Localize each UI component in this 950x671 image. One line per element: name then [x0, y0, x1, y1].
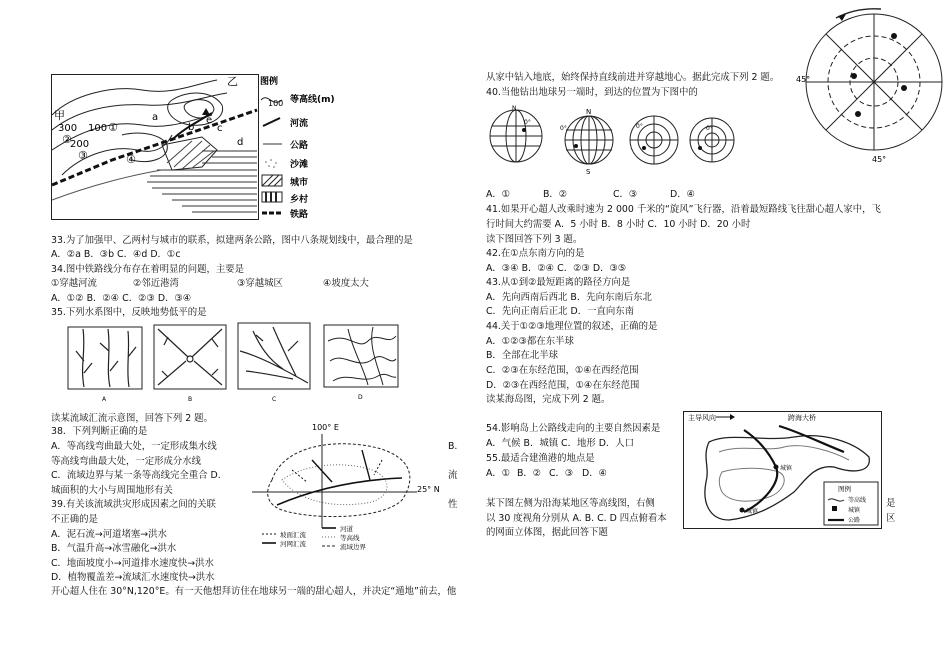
q39-d: D．植物覆盖差→流域汇水速度快→洪水 — [51, 572, 215, 583]
r-end-1: 某下图左侧为沿海某地区等高线图，右侧 — [486, 498, 655, 509]
q44: 44.关于①②③地理位置的叙述，正确的是 — [486, 321, 658, 332]
wleg-4: 等高线 — [340, 534, 360, 542]
q41: 41.如果开心超人改乘时速为 2 000 千米的“旋风”飞行器，沿着最短路线飞往甜心超人家中，飞 — [486, 204, 881, 215]
globe2-deg: 0° — [560, 125, 567, 132]
story-line: 开心超人住在 30°N,120°E。有一天他想拜访住在地球另一端的甜心超人，并决定“遁地”前去，他 — [51, 586, 457, 597]
q38-side: 流 — [448, 470, 458, 481]
q42: 42.在①点东南方向的是 — [486, 248, 585, 259]
globe3-deg: 0° — [636, 123, 643, 130]
q35: 35.下列水系图中，反映地势低平的是 — [51, 307, 207, 318]
r-end-2: 以 30 度视角分别从 A. B. C. D 四点俯看本 — [486, 513, 667, 524]
wleg-5: 流域边界 — [340, 543, 366, 551]
legend-rail: 铁路 — [290, 210, 309, 220]
legend-village: 乡村 — [290, 195, 309, 205]
panel-label-a: A — [102, 396, 107, 403]
legend-city: 城市 — [290, 178, 309, 188]
q54: 54.影响岛上公路线走向的主要自然因素是 — [486, 423, 661, 434]
q41-b: 行时间大约需要 A．5 小时 B．8 小时 C．10 小时 D．20 小时 — [486, 219, 751, 230]
r-end-1-right: 是 — [886, 498, 896, 509]
label-jia: 甲 — [54, 109, 65, 122]
q55-option-b: B．② — [517, 468, 542, 479]
label-c: c — [217, 123, 223, 134]
legend-beach: 沙滩 — [290, 160, 309, 170]
globes-figure — [484, 100, 734, 180]
q38-b-mark: B. — [448, 441, 458, 452]
lat-label: 25° N — [417, 485, 440, 494]
island-leg-2: 城镇 — [848, 507, 861, 514]
globe4-deg: 0° — [706, 125, 713, 132]
q39-a: A．泥石流→河道堵塞→洪水 — [51, 529, 167, 540]
q55-option-c: C．③ — [549, 468, 574, 479]
q40-option-c: C．③ — [613, 189, 638, 200]
q54-options: A．气候 B．城镇 C．地形 D．人口 — [486, 438, 635, 449]
island-bridge: 跨海大桥 — [788, 414, 816, 422]
lon-label: 100° E — [312, 423, 339, 432]
label-yi: 乙 — [227, 75, 238, 88]
r-line0: 从家中钻入地底，始终保持直线前进并穿越地心。据此完成下列 2 题。 — [486, 72, 780, 83]
q38-d: 城面积的大小与周围地形有关 — [51, 485, 173, 496]
label-d: d — [237, 137, 244, 148]
polar-45-left: 45° — [796, 75, 811, 84]
legend-contour-value: 100 — [268, 99, 284, 108]
label-a: a — [152, 112, 159, 123]
globe2-n: N — [586, 108, 592, 116]
island-leg-3: 公路 — [848, 517, 861, 524]
wleg-3: 河道 — [340, 525, 353, 533]
label-b: b — [188, 122, 195, 133]
intro-38: 读某流域汇流示意图，回答下列 2 题。 — [51, 413, 213, 424]
topo-map-legend — [258, 74, 338, 220]
q39-side: 性 — [448, 499, 458, 510]
label-e: e — [206, 115, 213, 126]
legend-contour: 等高线(m) — [290, 95, 335, 105]
river-network-panels — [68, 321, 448, 405]
label-c1: ① — [108, 121, 118, 134]
polar-45-bottom: 45° — [872, 155, 887, 164]
label-c3: ③ — [78, 149, 88, 162]
q39-c: C．地面坡度小→河道排水速度快→洪水 — [51, 558, 214, 569]
legend-river: 河流 — [290, 119, 309, 129]
q33-options: A．②a B．③b C．④d D．①c — [51, 249, 181, 260]
q43-ab: A．先向西南后西北 B．先向东南后东北 — [486, 292, 652, 303]
r-end-2-right: 区 — [886, 513, 896, 524]
q40-option-d: D．④ — [670, 189, 695, 200]
intro-42: 读下图回答下列 3 题。 — [486, 234, 583, 245]
label-h200: 200 — [70, 139, 90, 150]
polar-projection — [796, 6, 946, 166]
island-town-1: 城镇 — [780, 465, 793, 472]
q34-item-2: ②邻近港湾 — [133, 278, 179, 289]
globe1-deg: 0° — [524, 119, 531, 126]
q55-option-a: A．① — [486, 468, 511, 479]
q39-b: 不正确的是 — [51, 514, 98, 525]
panel-label-d: D — [358, 394, 363, 401]
topo-map-drawing — [52, 75, 257, 218]
island-leg-1: 等高线 — [848, 497, 867, 504]
legend-title: 图例 — [260, 77, 279, 87]
island-drawing — [684, 412, 880, 527]
wleg-1: 坡面汇流 — [280, 531, 306, 539]
q38-c: C．流域边界与某一条等高线完全重合 D. — [51, 470, 221, 481]
label-c2: ② — [62, 133, 72, 146]
q39-option-b: B．气温升高→冰雪融化→洪水 — [51, 543, 177, 554]
island-wind: 主导风向 — [688, 414, 716, 422]
q38-a: A．等高线弯曲最大处，一定形成集水线 — [51, 441, 217, 452]
q43-cd: C．先向正南后正北 D．一直向东南 — [486, 306, 634, 317]
label-c4: ④ — [126, 153, 136, 166]
q55: 55.最适合建渔港的地点是 — [486, 453, 595, 464]
q38-a2: 等高线弯曲最大处，一定形成分水线 — [51, 456, 202, 467]
q39: 39.有关该流域洪灾形成因素之间的关联 — [51, 499, 216, 510]
globe1-n: N — [512, 105, 517, 112]
panel-label-c: C — [272, 396, 277, 403]
q44-a: A．①②③都在东半球 — [486, 336, 574, 347]
island-town-2: 城镇 — [746, 508, 759, 515]
label-h300: 300 — [58, 123, 78, 134]
q40-option-b: B．② — [543, 189, 568, 200]
q38: 38．下列判断正确的是 — [51, 426, 148, 437]
globe2-s: S — [586, 168, 591, 176]
label-h100: 100 — [88, 123, 108, 134]
q40: 40.当他钻出地球另一端时，到达的位置为下图中的 — [486, 87, 698, 98]
q40-option-a: A．① — [486, 189, 511, 200]
q34-item-4: ④坡度太大 — [323, 278, 369, 289]
q34-options: A．①② B．②④ C．②③ D．③④ — [51, 293, 192, 304]
q34-item-3: ③穿越城区 — [237, 278, 283, 289]
q44-b: B．全部在北半球 — [486, 350, 559, 361]
q43: 43.从①到②最短距离的路径方向是 — [486, 277, 631, 288]
legend-road: 公路 — [290, 141, 309, 151]
q34-item-1: ①穿越河流 — [51, 278, 97, 289]
r-end-3: 的网面立体图，据此回答下题 — [486, 527, 608, 538]
panel-label-b: B — [188, 396, 193, 403]
q55-option-d: D．④ — [582, 468, 607, 479]
q44-c: C．②③在东经范围，①④在西经范围 — [486, 365, 639, 376]
island-legend: 图例 — [838, 485, 851, 493]
wleg-2: 河网汇流 — [280, 540, 306, 548]
q44-d: D．②③在西经范围，①④在东经范围 — [486, 380, 640, 391]
watershed-diagram — [252, 420, 452, 555]
intro-54: 读某海岛图，完成下列 2 题。 — [486, 394, 611, 405]
q42-options: A．③④ B．②④ C．②③ D．③⑤ — [486, 263, 627, 274]
q34: 34.图中铁路线分布存在着明显的问题，主要是 — [51, 264, 245, 275]
q33: 33.为了加强甲、乙两村与城市的联系，拟建两条公路，图中八条规划线中，最合理的是 — [51, 235, 413, 246]
